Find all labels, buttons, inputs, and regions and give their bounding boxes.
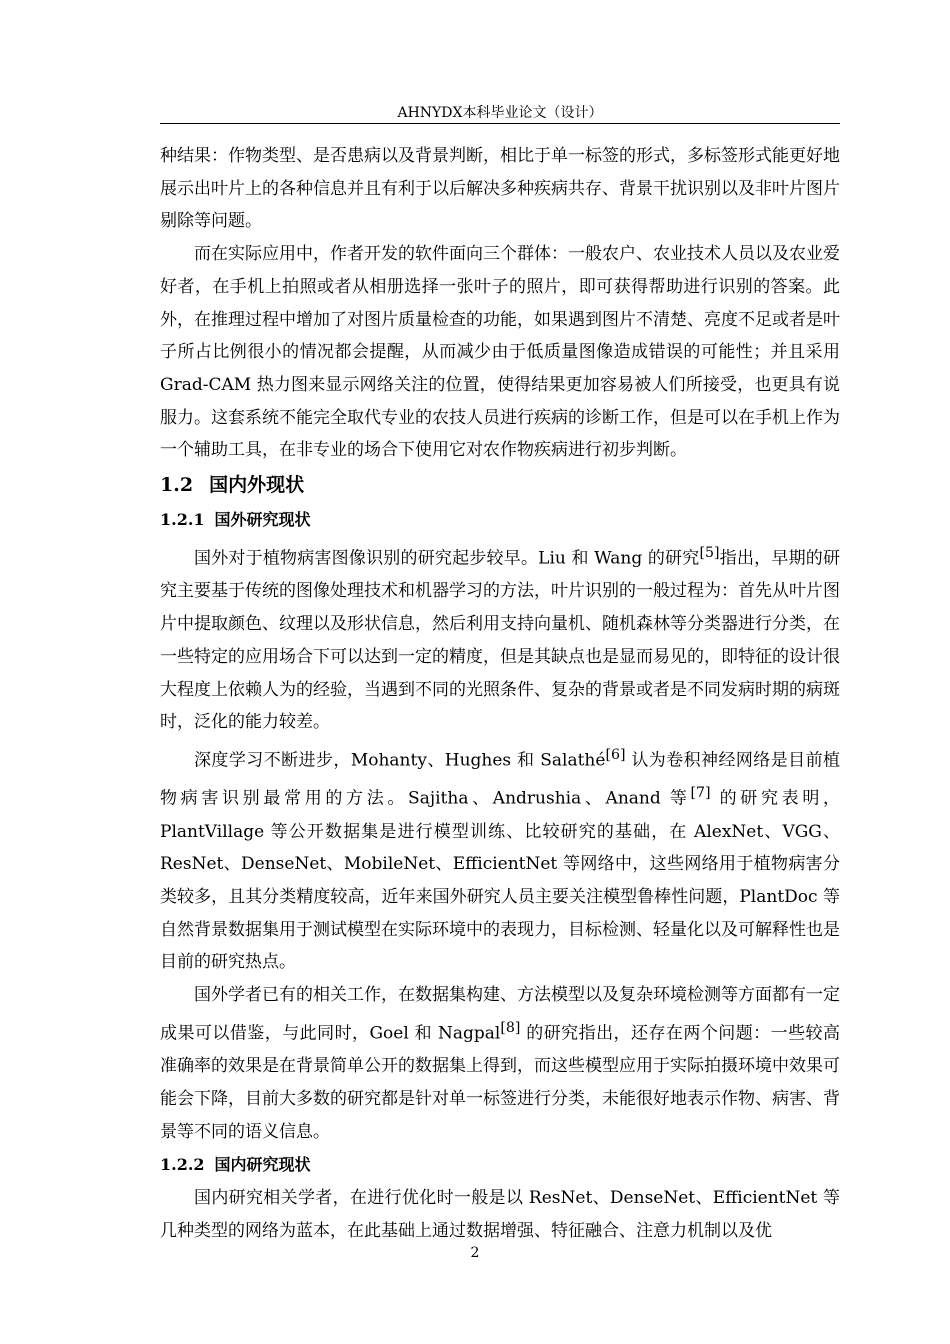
section-heading-1-2 xyxy=(160,467,840,503)
subsection-title: 国外研究现状 xyxy=(214,510,311,530)
paragraph-text: 认为卷积神经网络是目前植物病害识别最常用的方法。Sajitha、Andrushia、Anand 等 xyxy=(160,750,840,809)
page-body xyxy=(160,140,840,1248)
paragraph-foreign-3 xyxy=(160,979,840,1148)
paragraph-foreign-2 xyxy=(160,739,840,979)
paragraph-text: 国外学者已有的相关工作，在数据集构建、方法模型以及复杂环境检测等方面都有一定成果可以借鉴，与此同时，Goel 和 Nagpal xyxy=(160,985,840,1044)
citation-ref: [8] xyxy=(500,1019,521,1036)
paragraph-domestic-1: 国内研究相关学者，在进行优化时一般是以 ResNet、DenseNet、EfficientNet 等几种类型的网络为蓝本，在此基础上通过数据增强、特征融合、注意力机制以及优 xyxy=(160,1188,840,1242)
running-header: AHNYDX本科毕业论文（设计） xyxy=(397,105,603,121)
paragraph-text: 的研究指出，还存在两个问题：一些较高准确率的效果是在背景简单公开的数据集上得到，而这些模型应用于实际拍摄环境中效果可能会下降，目前大多数的研究都是针对单一标签进行分类，未能很好地表示作物、病害、背景等不同的语义信息。 xyxy=(160,1023,841,1142)
paragraph-text: 深度学习不断进步，Mohanty、Hughes 和 Salathé xyxy=(194,750,606,771)
section-number: 1.2 xyxy=(160,474,194,497)
subsection-number: 1.2.1 xyxy=(160,510,205,530)
paragraph-application: 而在实际应用中，作者开发的软件面向三个群体：一般农户、农业技术人员以及农业爱好者，在手机上拍照或者从相册选择一张叶子的照片，即可获得帮助进行识别的答案。此外，在推理过程中增加了对图片质量检查的功能，如果遇到图片不清楚、亮度不足或者是叶子所占比例很小的情况都会提醒，从而减少由于低质量图像造成错误的可能性；并且采用 Grad-CAM 热力图来显示网络关注的位置，使得结果更加容易被人们所接受，也更具有说服力。这套系统不能完全取代专业的农技人员进行疾病的诊断工作，但是可以在手机上作为一个辅助工具，在非专业的场合下使用它对农作物疾病进行初步判断。 xyxy=(160,244,840,461)
citation-ref: [7] xyxy=(690,785,711,802)
citation-ref: [6] xyxy=(605,746,626,763)
subsection-title: 国内研究现状 xyxy=(214,1155,311,1175)
subsection-heading-1-2-1 xyxy=(160,503,840,537)
paragraph-text: 的研究表明，PlantVillage 等公开数据集是进行模型训练、比较研究的基础，在 AlexNet、VGG、ResNet、DenseNet、MobileNet、EfficientNet 等网络中，这些网络用于植物病害分类较多，且其分类精度较高，近年来国外研究人员主要关注模型鲁棒性问题，PlantDoc 等自然背景数据集用于测试模型在实际环境中的表现力，目标检测、轻量化以及可解释性也是目前的研究热点。 xyxy=(160,788,840,973)
paragraph-text: 国外对于植物病害图像识别的研究起步较早。Liu 和 Wang 的研究 xyxy=(194,548,700,569)
citation-ref: [5] xyxy=(699,545,720,562)
paragraph-foreign-1 xyxy=(160,537,840,739)
page-number: 2 xyxy=(470,1245,480,1261)
paragraph-continued: 种结果：作物类型、是否患病以及背景判断，相比于单一标签的形式，多标签形式能更好地展示出叶片上的各种信息并且有利于以后解决多种疾病共存、背景干扰识别以及非叶片图片剔除等问题。 xyxy=(160,146,840,232)
header-rule xyxy=(160,123,840,124)
paragraph-text: 指出，早期的研究主要基于传统的图像处理技术和机器学习的方法，叶片识别的一般过程为：首先从叶片图片中提取颜色、纹理以及形状信息，然后利用支持向量机、随机森林等分类器进行分类，在一些特定的应用场合下可以达到一定的精度，但是其缺点也是显而易见的，即特征的设计很大程度上依赖人为的经验，当遇到不同的光照条件、复杂的背景或者是不同发病时期的病斑时，泛化的能力较差。 xyxy=(160,548,840,733)
subsection-heading-1-2-2 xyxy=(160,1148,840,1182)
subsection-number: 1.2.2 xyxy=(160,1155,205,1175)
section-title: 国内外现状 xyxy=(209,474,305,497)
